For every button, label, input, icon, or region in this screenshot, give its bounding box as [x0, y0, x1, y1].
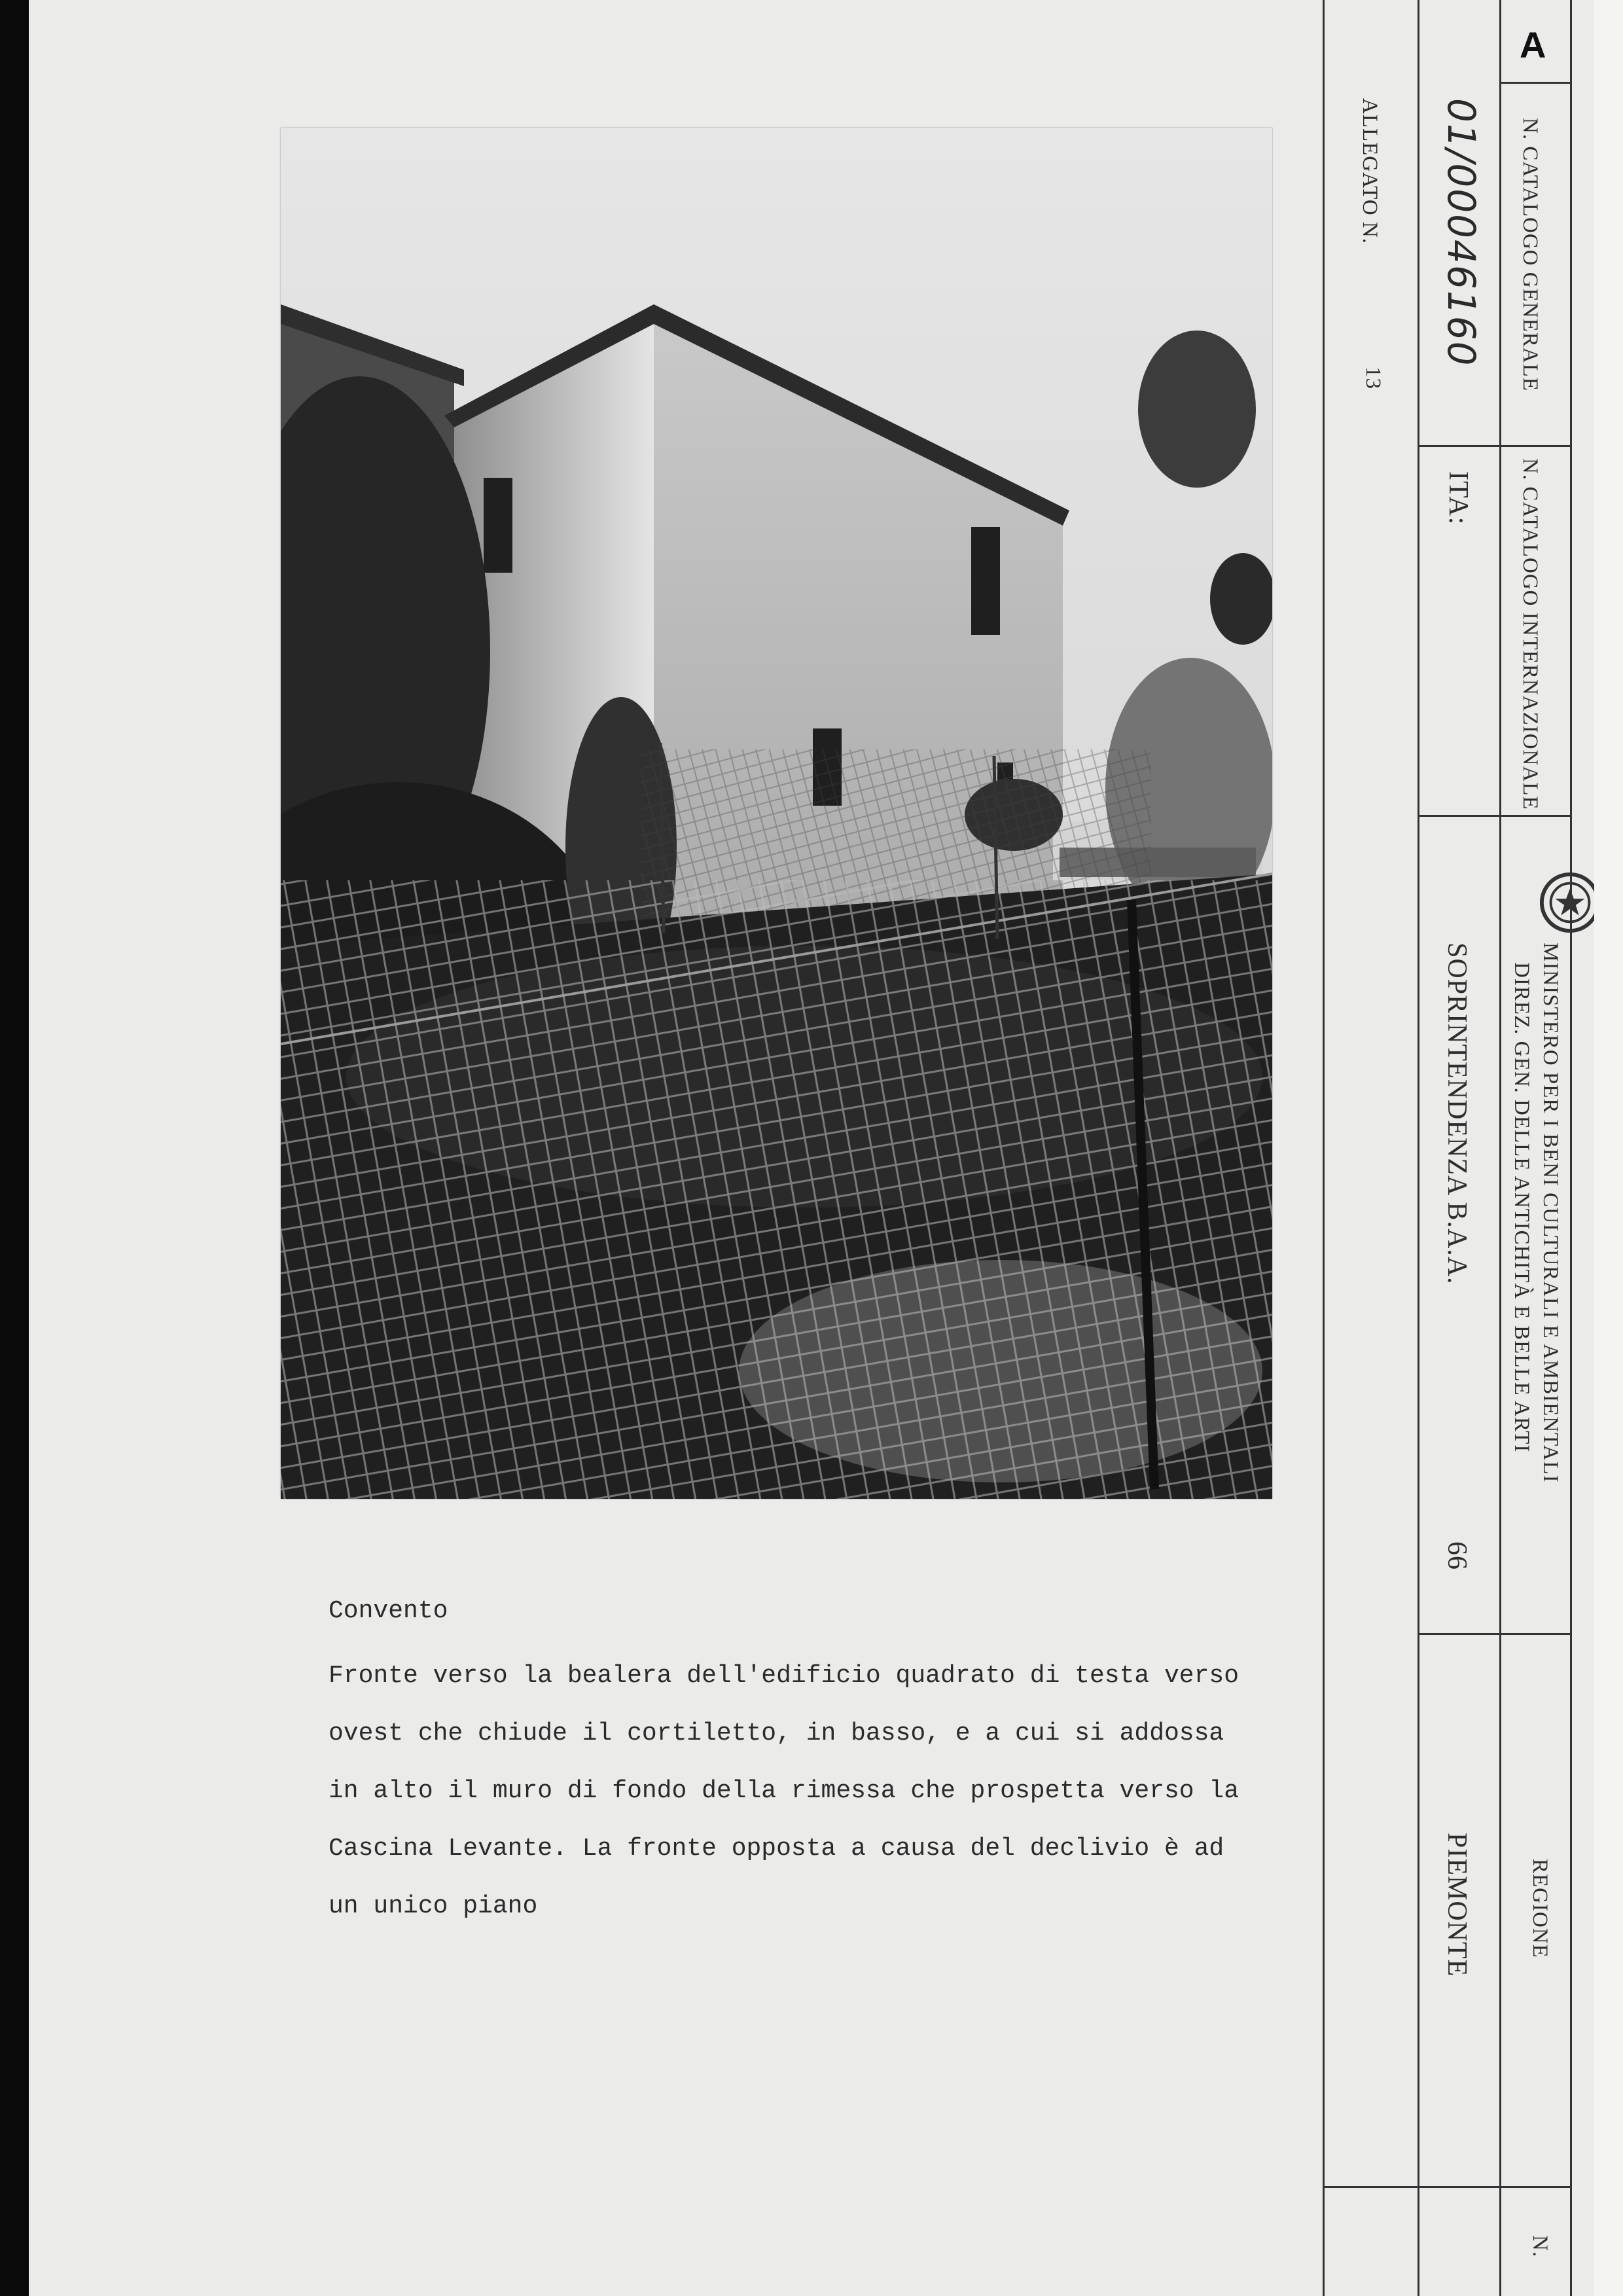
form-rule-2: [1418, 815, 1572, 817]
building-photograph: [281, 128, 1272, 1499]
corner-letter: A: [1520, 24, 1546, 65]
form-line-outer: [1323, 0, 1325, 2296]
form-line-right: [1570, 0, 1572, 2296]
n-label: N.: [1528, 2235, 1552, 2258]
ministry-line-1: MINISTERO PER I BENI CULTURALI E AMBIENTALI: [1539, 942, 1562, 1483]
regione-value: PIEMONTE: [1442, 1833, 1472, 1977]
catalogo-generale-label: N. CATALOGO GENERALE: [1518, 118, 1542, 391]
form-rule-3: [1418, 1633, 1572, 1635]
regione-label: REGIONE: [1528, 1859, 1552, 1958]
sheet-edge: [1594, 0, 1623, 2296]
caption-block: [329, 1597, 1258, 1935]
form-rule-1: [1418, 445, 1572, 447]
form-line-inner: [1418, 0, 1419, 2296]
caption-body: Fronte verso la bealera dell'edificio quadrato di testa verso ovest che chiude il cortiletto, in basso, e a cui si addossa in alto il muro di fondo della rimessa che prospetta verso la Cascina Levante. La fronte opposta a causa del declivio è ad un unico piano: [329, 1662, 1240, 1920]
catalogo-internazionale-value: ITA:: [1443, 471, 1473, 526]
italian-republic-emblem-icon: [1538, 870, 1594, 935]
form-rule-4: [1323, 2186, 1572, 2188]
catalogo-internazionale-label: N. CATALOGO INTERNAZIONALE: [1518, 458, 1542, 810]
ministry-line-2: DIREZ. GEN. DELLE ANTICHITÀ E BELLE ARTI: [1510, 962, 1533, 1453]
soprintendenza-number: 66: [1442, 1541, 1472, 1570]
catalogue-sheet: [29, 0, 1594, 2296]
form-line-inner-2: [1499, 0, 1501, 2296]
allegato-value: 13: [1361, 367, 1385, 389]
photo-drawing: [281, 128, 1272, 1499]
allegato-label: ALLEGATO N.: [1358, 98, 1382, 245]
soprintendenza-label: SOPRINTENDENZA B.A.A.: [1442, 942, 1472, 1285]
form-rule-top: [1499, 82, 1570, 84]
catalogo-generale-value: 01/00046160: [1439, 98, 1484, 367]
caption-title: Convento: [329, 1597, 448, 1625]
